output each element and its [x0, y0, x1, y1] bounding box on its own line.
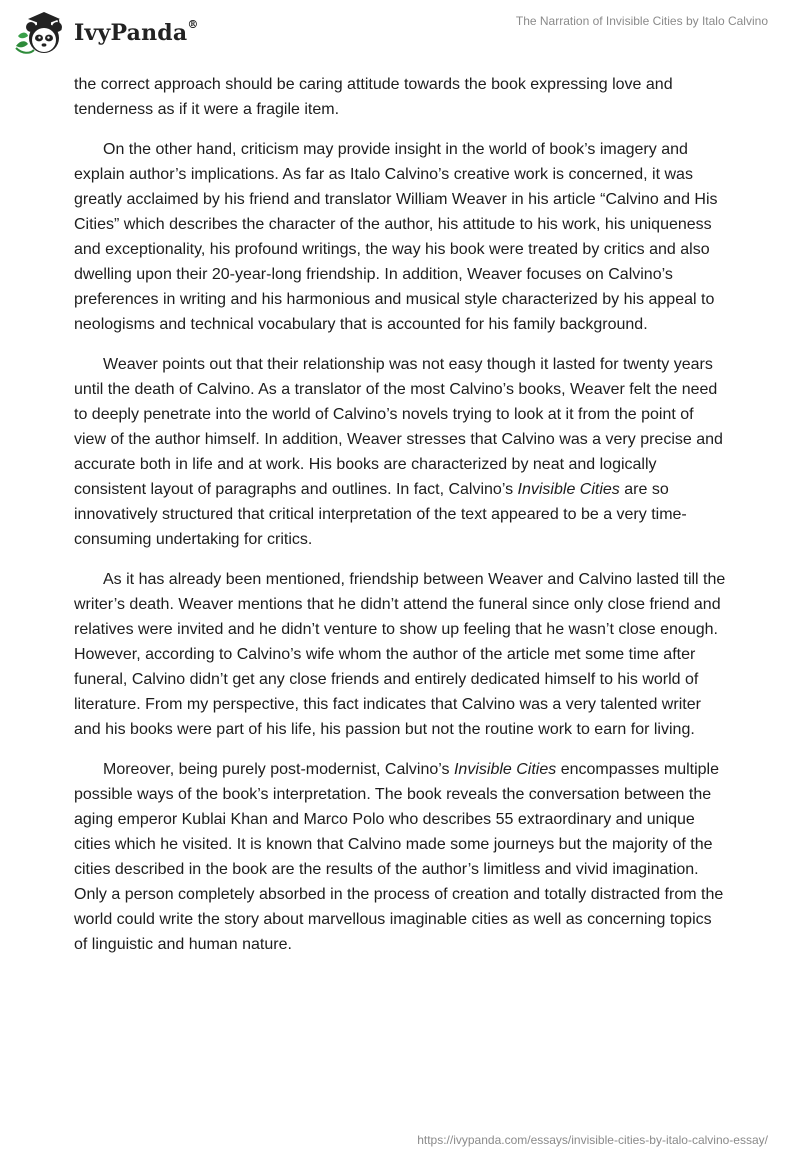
source-url[interactable]: https://ivypanda.com/essays/invisible-cities-by-italo-calvino-essay/	[417, 1133, 768, 1147]
paragraph	[74, 757, 726, 957]
ivypanda-logo[interactable]	[14, 10, 199, 56]
page-header	[0, 0, 800, 70]
paragraph-text: On the other hand, criticism may provide insight in the world of book’s imagery and explain author’s implications. As far as Italo Calvino’s creative work is concerned, it was greatly acclaimed by his friend and translator William Weaver in his article “Calvino and His Cities” which describes the character of the author, his attitude to his work, his uniqueness and exceptionality, his profound writings, the way his book were treated by critics and also dwelling upon their 20-year-long friendship. In addition, Weaver focuses on Calvino’s preferences in writing and his harmonious and musical style characterized by his appeal to neologisms and technical vocabulary that is accounted for his family background.	[74, 141, 718, 333]
paragraph	[74, 137, 726, 337]
panda-graduate-logo-icon	[14, 10, 66, 56]
paragraph	[74, 72, 726, 122]
paragraph-text: Weaver points out that their relationship was not easy though it lasted for twenty years until the death of Calvino. As a translator of the most Calvino’s books, Weaver felt the need to deeply penetrate into the world of Calvino’s novels trying to look at it from the point of view of the author himself. In addition, Weaver stresses that Calvino was a very precise and accurate both in life and at work. His books are characterized by neat and logically consistent layout of paragraphs and outlines. In fact, Calvino’s	[74, 356, 723, 498]
book-title-italic: Invisible Cities	[453, 761, 557, 778]
paragraph	[74, 567, 726, 742]
paragraph-text: the correct approach should be caring attitude towards the book expressing love and tenderness as if it were a fragile item.	[74, 76, 673, 118]
paragraph-text: Moreover, being purely post-modernist, Calvino’s	[103, 761, 454, 778]
paragraph	[74, 352, 726, 552]
paragraph-text: encompasses multiple possible ways of the book’s interpretation. The book reveals the conversation between the aging emperor Kublai Khan and Marco Polo who describes 55 extraordinary and unique cities which he visited. It is known that Calvino made some journeys but the majority of the cities described in the book are the results of the author’s limitless and vivid imagination. Only a person completely absorbed in the process of creation and totally distracted from the world could write the story about marvellous imaginable cities as well as concerning topics of linguistic and human nature.	[74, 761, 724, 953]
brand-name: IvyPanda®	[74, 17, 199, 46]
essay-body	[74, 72, 726, 972]
paragraph-text: are so innovatively structured that critical interpretation of the text appeared to be a very time-consuming undertaking for critics.	[74, 481, 687, 548]
document-title: The Narration of Invisible Cities by Italo Calvino	[515, 14, 768, 28]
book-title-italic: Invisible Cities	[517, 481, 620, 498]
paragraph-text: As it has already been mentioned, friendship between Weaver and Calvino lasted till the writer’s death. Weaver mentions that he didn’t attend the funeral since only close friend and relatives were invited and he didn’t venture to show up feeling that he wasn’t close enough. However, according to Calvino’s wife whom the author of the article met some time after funeral, Calvino didn’t get any close friends and entirely dedicated himself to his world of literature. From my perspective, this fact indicates that Calvino was a very talented writer and his books were part of his life, his passion but not the routine work to earn for living.	[74, 571, 726, 738]
